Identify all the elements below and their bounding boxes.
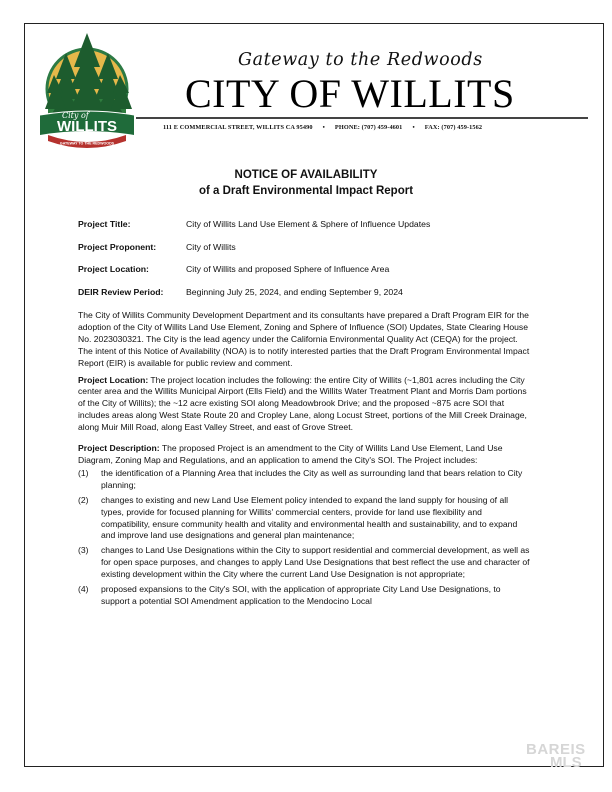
field-label: DEIR Review Period: bbox=[78, 286, 164, 297]
field-label: Project Proponent: bbox=[78, 241, 157, 252]
field-value: City of Willits Land Use Element & Sphere of Influence Updates bbox=[186, 219, 431, 229]
field-value: Beginning July 25, 2024, and ending September 9, 2024 bbox=[186, 286, 403, 297]
location-label: Project Location: bbox=[78, 374, 149, 385]
phone: PHONE: (707) 459-4601 bbox=[334, 124, 403, 131]
field-value: City of Willits and proposed Sphere of Influence Area bbox=[186, 264, 390, 274]
notice-title-line2: of a Draft Environmental Impact Report bbox=[198, 185, 414, 197]
mls-watermark bbox=[526, 743, 586, 769]
list-item-number: (2) bbox=[78, 494, 89, 505]
description-text: The proposed Project is an amendment to the City of Willits Land Use Element, Land Use Diagram, Zoning Map and Regulations, and an application to amend the City's SOI. The Project includes: bbox=[78, 443, 503, 465]
notice-title-line1: NOTICE OF AVAILABILITY bbox=[234, 169, 378, 181]
location-text: The project location includes the following: the entire City of Willits (~1,801 acres including the City center area and the Willits Municipal Airport (Ells Field) and the Willits Water Treatment Plant and Morris Dam portions of the City of Willits); the ~12 acre existing SOI along Meadowbrook Drive; and the proposed ~875 acre SOI that includes areas along West State Route 20 and Cropley Lane, along Locust Street, portions of the Mill Creek Drainage, along Muir Mill Road, along East Valley Street, and east of Grove Street. bbox=[78, 374, 527, 433]
notice-body bbox=[78, 310, 530, 611]
field-label: Project Title: bbox=[78, 219, 131, 229]
list-item-number: (3) bbox=[78, 545, 89, 556]
list-item-text: changes to Land Use Designations within the City to support residential and commercial development, as well as for open space purposes, and changes to apply Land Use Designations that best reflect the use and character of existing development within the City where the current Land Use Designation is not appropriate; bbox=[101, 545, 530, 580]
logo-ribbon-text: GATEWAY TO THE REDWOODS bbox=[59, 141, 115, 146]
logo-top-text: City of bbox=[62, 111, 89, 120]
list-item bbox=[78, 584, 530, 608]
list-item-text: the identification of a Planning Area that includes the City as well as surrounding land that bears relation to City planning; bbox=[101, 467, 523, 490]
list-item bbox=[78, 545, 530, 581]
location-paragraph bbox=[78, 375, 530, 435]
city-logo bbox=[36, 27, 138, 152]
intro-paragraph: The City of Willits Community Development Department and its consultants have prepared a Draft Program EIR for the adoption of the City of Willits Land Use Element, Zoning and Sphere of Influence (SOI) Updates, State Clearing House No. 2023030321. The City is the lead agency under the California Environmental Quality Act (CEQA) for the project. The intent of this Notice of Availability (NOA) is to notify interested parties that the Draft Program Environmental Impact Report (EIR) is available for public review and comment. bbox=[78, 310, 530, 368]
project-items-list bbox=[78, 468, 530, 608]
list-item-number: (1) bbox=[78, 467, 89, 478]
description-paragraph bbox=[78, 443, 530, 467]
list-item bbox=[78, 495, 530, 543]
fax: FAX: (707) 459-1562 bbox=[424, 124, 483, 131]
watermark-line1: BAREIS bbox=[526, 741, 586, 758]
notice-title bbox=[0, 167, 612, 199]
header-rule bbox=[136, 117, 588, 119]
tagline: Gateway to the Redwoods bbox=[238, 50, 483, 70]
watermark-line2: MLS bbox=[550, 754, 582, 771]
separator: • bbox=[322, 124, 325, 131]
list-item bbox=[78, 468, 530, 492]
contact-line bbox=[163, 124, 482, 131]
address: 111 E COMMERCIAL STREET, WILLITS CA 95490 bbox=[163, 124, 313, 131]
logo-city-text: WILLITS bbox=[57, 118, 117, 135]
separator: • bbox=[412, 124, 415, 131]
list-item-text: proposed expansions to the City's SOI, with the application of appropriate City Land Use Designations, to support a potential SOI Amendment application to the Mendocino Local bbox=[101, 584, 501, 606]
city-name-heading: CITY OF WILLITS bbox=[185, 71, 515, 116]
description-label: Project Description: bbox=[78, 443, 160, 454]
list-item-number: (4) bbox=[78, 584, 89, 595]
field-label: Project Location: bbox=[78, 264, 149, 274]
field-value: City of Willits bbox=[186, 241, 236, 252]
list-item-text: changes to existing and new Land Use Element policy intended to expand the land supply for housing of all types, provide for focused planning for Willits' commercial centers, provide for land use flexibility and compatibility, ensure community health and vitality and environmental health and sustainability, and to expand and improve land use designations and general plan maintenance; bbox=[101, 494, 518, 541]
